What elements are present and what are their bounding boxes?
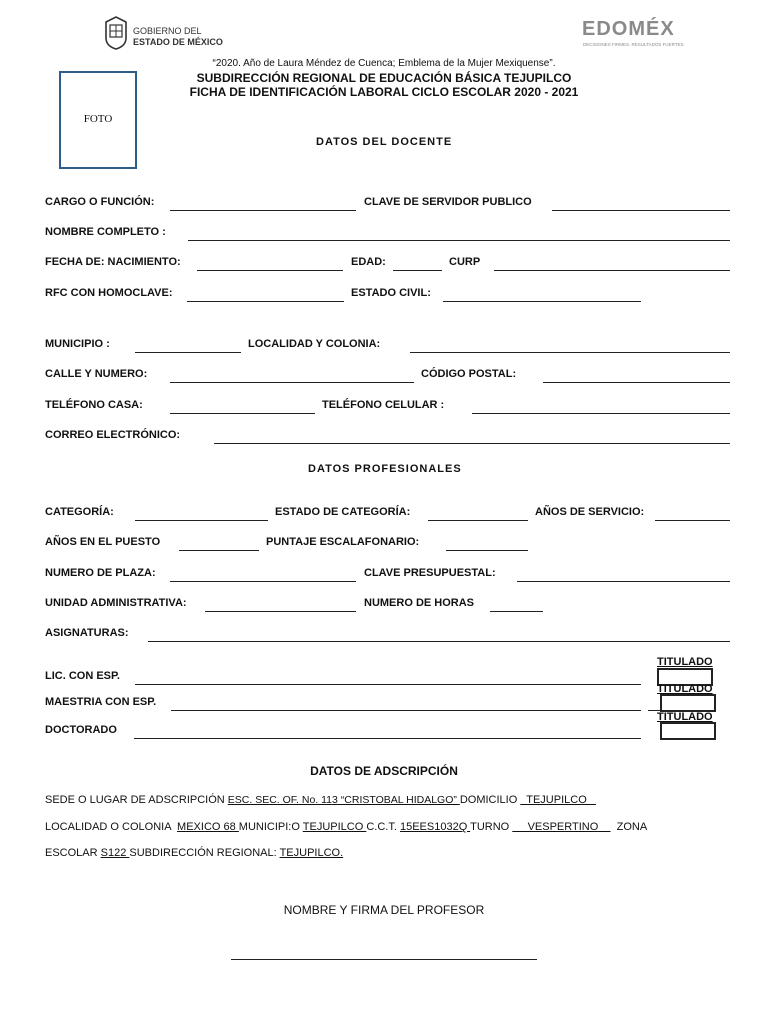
label-curp: CURP (449, 256, 481, 268)
field-estado-categoria[interactable] (428, 520, 528, 521)
gov-line2: ESTADO DE MÉXICO (133, 37, 223, 47)
turno-label: TURNO (470, 821, 513, 833)
field-puntaje[interactable] (446, 550, 528, 551)
label-clave-servidor: CLAVE DE SERVIDOR PUBLICO (364, 196, 532, 208)
field-numero-horas[interactable] (490, 611, 543, 612)
field-anios-puesto[interactable] (179, 550, 259, 551)
edomex-wordmark: EDOMÉX (582, 18, 675, 40)
field-curp[interactable] (494, 270, 730, 271)
subdireccion-label: SUBDIRECCIÓN REGIONAL: (129, 847, 280, 859)
field-clave-servidor[interactable] (552, 210, 730, 211)
field-asignaturas[interactable] (148, 641, 730, 642)
edomex-tagline: DECISIONES FIRMES, RESULTADOS FUERTES. (583, 42, 685, 47)
municipio-value: TEJUPILCO (302, 821, 367, 833)
label-localidad: LOCALIDAD Y COLONIA: (248, 338, 381, 350)
escolar-label: ESCOLAR (45, 847, 101, 859)
label-puntaje: PUNTAJE ESCALAFONARIO: (266, 536, 420, 548)
zona-label: ZONA (610, 821, 648, 833)
gov-line1: GOBIERNO DEL (133, 26, 202, 36)
section-datos-docente: DATOS DEL DOCENTE (316, 136, 453, 148)
field-edad[interactable] (393, 270, 442, 271)
label-telefono-casa: TELÉFONO CASA: (45, 399, 143, 411)
checkbox-titulado-maestria[interactable] (660, 694, 716, 712)
domicilio-value: TEJUPILCO (520, 794, 596, 806)
field-fecha-nacimiento[interactable] (197, 270, 343, 271)
cct-value: 15EES1032Q (399, 821, 471, 833)
field-clave-presupuestal[interactable] (517, 581, 730, 582)
title-subdireccion: SUBDIRECCIÓN REGIONAL DE EDUCACIÓN BÁSICA TEJUPILCO (196, 71, 572, 85)
label-anios-puesto: AÑOS EN EL PUESTO (45, 536, 161, 548)
sede-value: ESC. SEC. OF. No. 113 “CRISTOBAL HIDALGO” (227, 794, 460, 806)
label-numero-horas: NUMERO DE HORAS (364, 597, 475, 609)
coat-of-arms-icon (103, 16, 129, 50)
field-calle[interactable] (170, 382, 414, 383)
label-doctorado: DOCTORADO (45, 724, 117, 736)
label-asignaturas: ASIGNATURAS: (45, 627, 129, 639)
field-estado-civil[interactable] (443, 301, 641, 302)
localidad-colonia-label: LOCALIDAD O COLONIA (45, 821, 178, 833)
section-datos-adscripcion: DATOS DE ADSCRIPCIÓN (310, 764, 458, 778)
section-datos-profesionales: DATOS PROFESIONALES (308, 463, 462, 475)
label-codigo-postal: CÓDIGO POSTAL: (421, 368, 517, 380)
gobierno-logo (103, 16, 233, 52)
label-estado-civil: ESTADO CIVIL: (351, 287, 431, 299)
label-licenciatura: LIC. CON ESP. (45, 670, 120, 682)
label-nombre: NOMBRE COMPLETO : (45, 226, 166, 238)
field-correo[interactable] (214, 443, 730, 444)
field-telefono-casa[interactable] (170, 413, 315, 414)
label-clave-presupuestal: CLAVE PRESUPUESTAL: (364, 567, 496, 579)
municipio-label: MUNICIPI:O (238, 821, 303, 833)
label-anios-servicio: AÑOS DE SERVICIO: (535, 506, 645, 518)
field-anios-servicio[interactable] (655, 520, 730, 521)
sede-label: SEDE O LUGAR DE ADSCRIPCIÓN (45, 794, 228, 806)
titulado-label-doctorado: TITULADO (657, 711, 713, 723)
field-licenciatura[interactable] (135, 684, 641, 685)
label-rfc: RFC CON HOMOCLAVE: (45, 287, 173, 299)
titulado-label-lic: TITULADO (657, 656, 713, 668)
turno-value: VESPERTINO (512, 821, 611, 833)
firma-label: NOMBRE Y FIRMA DEL PROFESOR (283, 903, 485, 917)
label-categoria: CATEGORÍA: (45, 506, 114, 518)
label-fecha-nacimiento: FECHA DE: NACIMIENTO: (45, 256, 181, 268)
label-correo: CORREO ELECTRÓNICO: (45, 429, 181, 441)
adscripcion-line-2 (45, 821, 647, 833)
field-numero-plaza[interactable] (170, 581, 356, 582)
field-unidad-administrativa[interactable] (205, 611, 356, 612)
label-telefono-celular: TELÉFONO CELULAR : (322, 399, 445, 411)
adscripcion-line-3 (45, 847, 343, 859)
field-municipio[interactable] (135, 352, 241, 353)
field-telefono-celular[interactable] (472, 413, 730, 414)
subdireccion-value: TEJUPILCO. (279, 847, 344, 859)
adscripcion-line-1 (45, 794, 596, 806)
domicilio-label: DOMICILIO (459, 794, 521, 806)
label-municipio: MUNICIPIO : (45, 338, 110, 350)
field-doctorado[interactable] (134, 738, 641, 739)
label-edad: EDAD: (351, 256, 386, 268)
label-calle: CALLE Y NUMERO: (45, 368, 148, 380)
year-motto: “2020. Año de Laura Méndez de Cuenca; Emblema de la Mujer Mexiquense”. (212, 58, 556, 69)
checkbox-titulado-doctorado[interactable] (660, 722, 716, 740)
label-cargo: CARGO O FUNCIÓN: (45, 196, 155, 208)
label-estado-categoria: ESTADO DE CATEGORÍA: (275, 506, 411, 518)
label-maestria: MAESTRIA CON ESP. (45, 696, 157, 708)
edomex-logo (582, 18, 712, 50)
cct-label: C.C.T. (366, 821, 400, 833)
field-rfc[interactable] (187, 301, 344, 302)
field-cargo[interactable] (170, 210, 356, 211)
title-ficha: FICHA DE IDENTIFICACIÓN LABORAL CICLO ESCOLAR 2020 - 2021 (189, 85, 579, 99)
signature-line[interactable] (231, 959, 537, 960)
field-codigo-postal[interactable] (543, 382, 730, 383)
photo-label: FOTO (83, 113, 113, 125)
titulado-label-maestria: TITULADO (657, 683, 713, 695)
escolar-value: S122 (100, 847, 130, 859)
label-unidad-administrativa: UNIDAD ADMINISTRATIVA: (45, 597, 187, 609)
field-nombre[interactable] (188, 240, 730, 241)
field-maestria[interactable] (171, 710, 641, 711)
label-numero-plaza: NUMERO DE PLAZA: (45, 567, 156, 579)
localidad-colonia-value: MEXICO 68 (177, 821, 239, 833)
field-localidad[interactable] (410, 352, 730, 353)
field-categoria[interactable] (135, 520, 268, 521)
